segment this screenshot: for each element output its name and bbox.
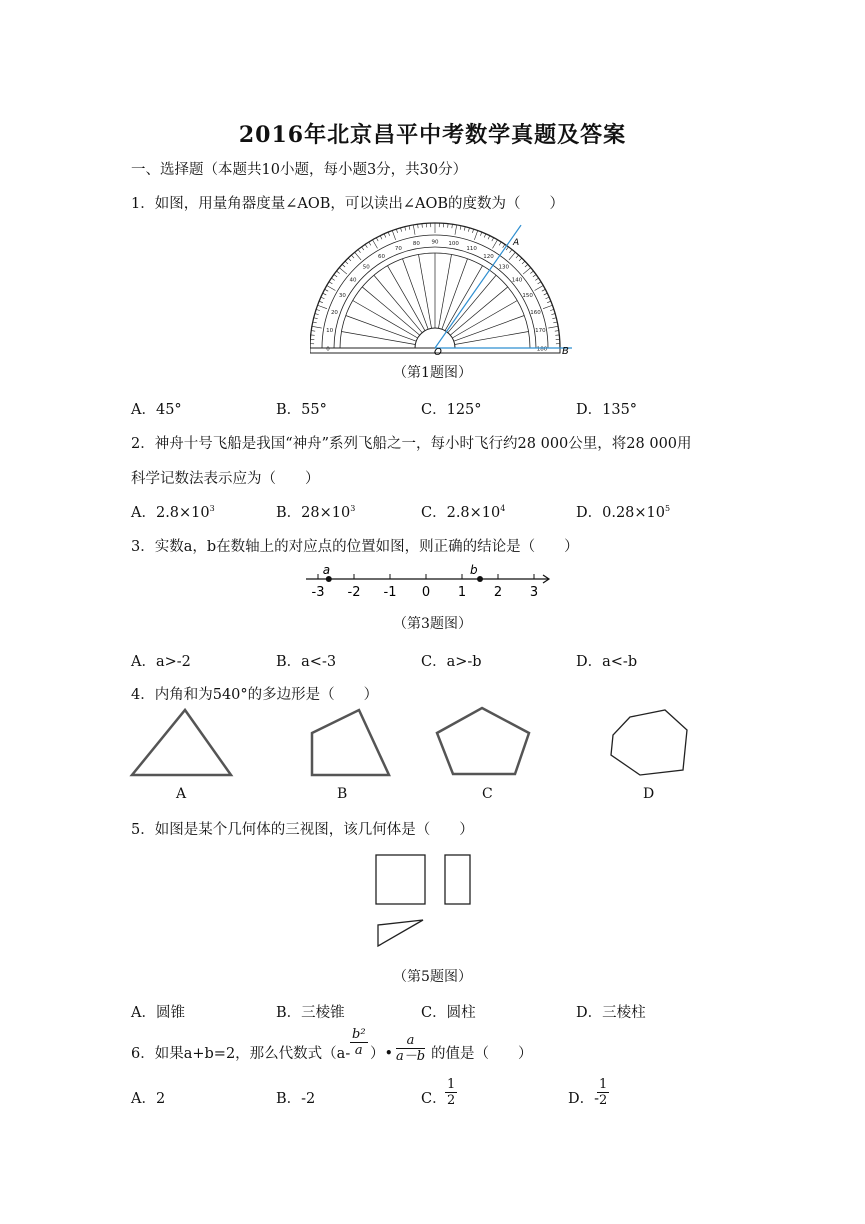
q1-caption: （第1题图） xyxy=(393,365,472,381)
q4-label-d: D xyxy=(643,786,655,802)
q6-stem-mid: ）• xyxy=(370,1046,394,1062)
protractor-tick xyxy=(418,224,419,228)
protractor-tick xyxy=(388,232,389,236)
protractor-tick xyxy=(452,224,453,228)
protractor-scale-label: 130 xyxy=(498,264,510,271)
protractor-tick xyxy=(480,232,481,236)
protractor-tick xyxy=(339,268,347,274)
number-line-label: -2 xyxy=(347,585,361,600)
protractor-tick xyxy=(525,264,528,267)
number-line-label: 0 xyxy=(421,585,431,600)
protractor-scale-label: 180 xyxy=(536,346,548,353)
protractor-tick xyxy=(312,326,322,328)
protractor-tick xyxy=(548,326,558,328)
protractor-tick xyxy=(396,229,397,233)
polygon-quadrilateral xyxy=(305,705,395,780)
protractor-tick xyxy=(553,322,557,323)
q4-label-b: B xyxy=(337,786,348,802)
protractor-tick xyxy=(546,297,550,299)
protractor-scale-label: 70 xyxy=(394,245,402,252)
protractor-tick xyxy=(369,242,371,245)
protractor-tick xyxy=(552,318,556,319)
protractor-tick xyxy=(405,227,406,231)
protractor-tick xyxy=(358,249,360,252)
protractor-scale-label: 140 xyxy=(511,277,523,284)
number-line-label: 3 xyxy=(529,585,539,600)
q6-option-c-fraction: $\frac{1}{2}$ xyxy=(447,1077,456,1108)
protractor-tick xyxy=(522,261,525,264)
protractor-tick xyxy=(311,331,315,332)
protractor-radial-line xyxy=(346,316,416,342)
page-title: 2016年北京昌平中考数学真题及答案 xyxy=(238,122,627,148)
protractor-scale-label: 40 xyxy=(349,277,357,284)
protractor-scale-label: 50 xyxy=(362,264,370,271)
protractor-radial-line xyxy=(403,259,429,329)
protractor-tick xyxy=(550,309,554,310)
q2-option-c: C．$2.8\times 10^4$ xyxy=(421,504,506,521)
protractor-tick xyxy=(516,255,519,258)
number-line-figure xyxy=(300,562,560,604)
protractor-tick xyxy=(509,249,511,252)
protractor-tick xyxy=(380,236,382,240)
protractor-tick xyxy=(468,228,469,232)
q6-fraction-b2-over-a: $\frac{\text{b²}}{a}$ xyxy=(352,1027,366,1058)
q6-option-b: B．-2 xyxy=(276,1091,316,1107)
protractor-scale-label: 100 xyxy=(448,241,459,248)
front-view xyxy=(376,855,425,904)
protractor-tick xyxy=(535,286,544,291)
q2-option-a: A．$2.8\times 10^3$ xyxy=(131,504,215,521)
protractor-tick xyxy=(315,314,319,315)
protractor-scale-label: 110 xyxy=(466,245,477,252)
q5-option-d: D．三棱柱 xyxy=(576,1005,646,1021)
q5-stem: 5．如图是某个几何体的三视图，该几何体是（ ） xyxy=(131,822,474,838)
protractor-tick xyxy=(530,271,533,273)
protractor-tick xyxy=(547,301,551,302)
q5-option-a: A．圆锥 xyxy=(131,1005,185,1021)
point-b-label: B xyxy=(562,346,569,357)
protractor-tick xyxy=(488,236,490,240)
number-line-label: 2 xyxy=(493,585,503,600)
q5-caption: （第5题图） xyxy=(393,969,472,985)
q2-option-d: D．$0.28\times 10^5$ xyxy=(576,504,671,521)
protractor-tick xyxy=(413,225,415,235)
protractor-tick xyxy=(362,247,364,250)
protractor-tick xyxy=(318,305,327,308)
protractor-scale-label: 20 xyxy=(330,309,338,316)
protractor-tick xyxy=(551,314,555,315)
protractor-tick xyxy=(499,242,501,245)
protractor-tick xyxy=(409,226,410,230)
protractor-scale-label: 0 xyxy=(326,346,330,353)
protractor-scale-label: 90 xyxy=(431,239,439,246)
point-b-dot xyxy=(477,576,483,582)
q1-option-b: B．55° xyxy=(276,402,327,418)
protractor-scale-label: 10 xyxy=(326,327,334,334)
protractor-tick xyxy=(509,252,515,260)
protractor-tick xyxy=(493,240,498,249)
protractor-tick xyxy=(542,289,546,291)
polygon-pentagon xyxy=(432,703,537,780)
number-line-label: 1 xyxy=(457,585,467,600)
q4-stem: 4．内角和为540°的多边形是（ ） xyxy=(131,687,379,703)
protractor-tick xyxy=(348,258,351,261)
protractor-tick xyxy=(365,244,367,247)
protractor-tick xyxy=(464,227,465,231)
protractor-scale-label: 80 xyxy=(412,241,420,248)
protractor-tick xyxy=(455,225,457,235)
protractor-tick xyxy=(384,234,386,238)
protractor-scale-label: 160 xyxy=(530,309,541,316)
q5-option-c: C．圆柱 xyxy=(421,1005,476,1021)
protractor-tick xyxy=(523,268,531,274)
protractor-tick xyxy=(472,229,473,233)
q3-option-d: D．a<-b xyxy=(576,654,638,670)
protractor-radial-line xyxy=(454,316,524,342)
point-b-label: b xyxy=(470,563,478,577)
protractor-tick xyxy=(329,282,332,284)
q3-caption: （第3题图） xyxy=(393,616,472,632)
protractor-tick xyxy=(316,309,320,310)
q6-fraction-a-over-a-minus-b: $\frac{a}{a-b}$ xyxy=(396,1033,426,1064)
q4-label-c: C xyxy=(482,786,493,802)
q1-option-d: D．135° xyxy=(576,402,638,418)
protractor-scale-label: 30 xyxy=(338,293,346,299)
section-heading: 一、选择题（本题共10小题，每小题3分，共30分） xyxy=(131,162,468,178)
protractor-tick xyxy=(331,278,334,280)
protractor-scale-label: 120 xyxy=(483,253,494,260)
q2-stem-line2: 科学记数法表示应为（ ） xyxy=(131,471,320,487)
protractor-tick xyxy=(355,252,361,260)
q6-option-a: A．2 xyxy=(131,1091,166,1107)
protractor-tick xyxy=(533,275,536,277)
protractor-radial-line xyxy=(438,254,451,328)
number-line-label: -1 xyxy=(383,585,397,600)
q6-stem-suffix: 的值是（ ） xyxy=(431,1046,533,1062)
protractor-tick xyxy=(342,264,345,267)
protractor-tick xyxy=(321,297,325,299)
protractor-tick xyxy=(506,247,508,250)
q1-stem: 1．如图，用量角器度量∠AOB，可以读出∠AOB的度数为（ ） xyxy=(131,196,565,212)
point-o-label: O xyxy=(434,347,442,357)
protractor-tick xyxy=(538,282,541,284)
q4-label-a: A xyxy=(176,786,187,802)
polygon-triangle xyxy=(128,705,238,780)
top-view xyxy=(378,920,423,946)
protractor-tick xyxy=(376,238,378,242)
protractor-tick xyxy=(401,228,402,232)
protractor-tick xyxy=(314,318,318,319)
protractor-tick xyxy=(474,231,477,240)
q6-option-d-prefix: D．- xyxy=(568,1091,600,1107)
polygon-heptagon xyxy=(603,705,693,780)
protractor-tick xyxy=(544,293,548,295)
point-a-label: A xyxy=(513,238,520,248)
q3-option-a: A．a>-2 xyxy=(131,654,191,670)
q2-option-b: B．$28\times 10^3$ xyxy=(276,504,356,521)
q3-option-b: B．a<-3 xyxy=(276,654,337,670)
protractor-tick xyxy=(519,258,522,261)
protractor-radial-line xyxy=(419,254,432,328)
q1-option-c: C．125° xyxy=(421,402,482,418)
q5-option-b: B．三棱锥 xyxy=(276,1005,345,1021)
protractor-radial-line xyxy=(455,332,529,345)
three-view-figure xyxy=(370,850,480,952)
protractor-tick xyxy=(392,231,395,240)
protractor-tick xyxy=(325,289,329,291)
protractor-tick xyxy=(555,331,559,332)
protractor-tick xyxy=(334,275,337,277)
protractor-tick xyxy=(323,293,327,295)
q3-stem: 3．实数a，b在数轴上的对应点的位置如图，则正确的结论是（ ） xyxy=(131,539,579,555)
protractor-tick xyxy=(543,305,552,308)
number-line-label: -3 xyxy=(311,585,325,600)
side-view xyxy=(445,855,470,904)
protractor-tick xyxy=(535,278,538,280)
protractor-tick xyxy=(336,271,339,273)
q3-option-c: C．a>-b xyxy=(421,654,482,670)
protractor-tick xyxy=(351,255,354,258)
protractor-tick xyxy=(319,301,323,302)
protractor-scale-label: 170 xyxy=(535,327,546,334)
protractor-tick xyxy=(313,322,317,323)
protractor-tick xyxy=(492,238,494,242)
q2-stem-line1: 2．神舟十号飞船是我国“神舟”系列飞船之一，每小时飞行约28 000公里，将28 000用 xyxy=(131,436,692,452)
protractor xyxy=(310,223,572,353)
point-a-label: a xyxy=(322,563,331,577)
q1-option-a: A．45° xyxy=(131,402,182,418)
protractor-tick xyxy=(373,240,378,249)
protractor-tick xyxy=(484,234,486,238)
protractor-scale-label: 150 xyxy=(522,293,533,299)
protractor-tick xyxy=(503,244,505,247)
number-line-ticks xyxy=(312,574,539,600)
q6-option-d-fraction: $\frac{1}{2}$ xyxy=(599,1077,608,1108)
protractor-tick xyxy=(460,226,461,230)
q6-stem-prefix: 6．如果a+b=2，那么代数式（a- xyxy=(131,1046,351,1062)
protractor-tick xyxy=(345,261,348,264)
q6-option-c-prefix: C． xyxy=(421,1091,447,1107)
protractor-radial-line xyxy=(341,332,415,345)
protractor-tick xyxy=(327,286,336,291)
protractor-figure xyxy=(310,215,575,357)
protractor-scale-label: 60 xyxy=(378,253,385,260)
protractor-radial-line xyxy=(442,259,468,329)
